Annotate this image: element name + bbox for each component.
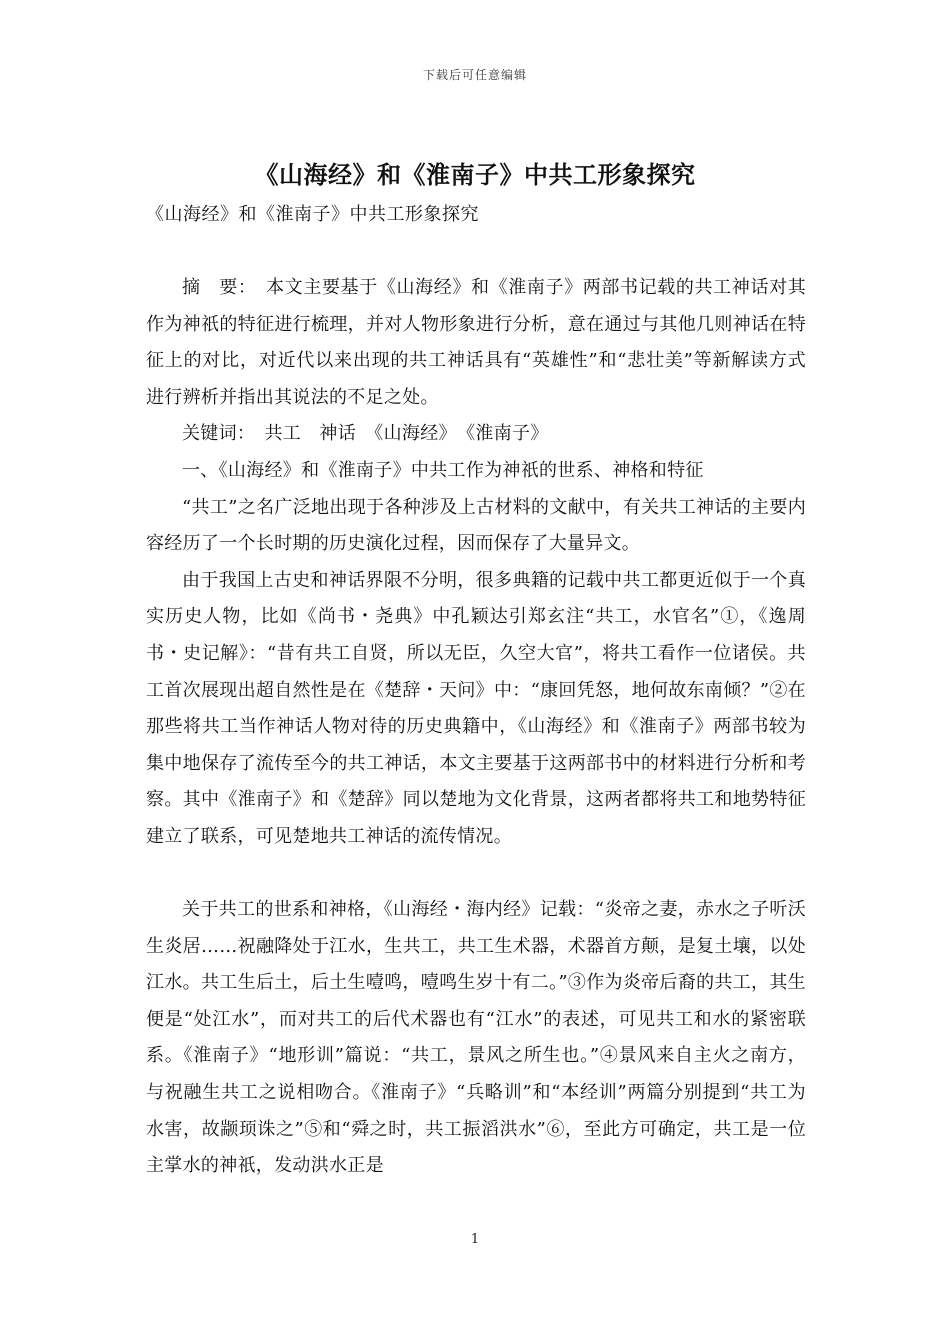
body-paragraph: 关于共工的世系和神格，《山海经・海内经》记载：“炎帝之妻，赤水之子听沃生炎居……祝融降处于江水，生共工，共工生术器，术器首方颠，是复土壤，以处江水。共工生后土，后土生噎鸣，噎鸣生岁十有二。”③作为炎帝后裔的共工，其生便是“处江水”，而对共工的后代术器也有“江水”的表述，可见共工和水的紧密联系。《淮南子》“地形训”篇说：“共工，景风之所生也。”④景风来自主火之南方，与祝融生共工之说相吻合。《淮南子》“兵略训”和“本经训”两篇分别提到“共工为水害，故颛顼诛之”⑤和“舜之时，共工振滔洪水”⑥，至此方可确定，共工是一位主掌水的神祇，发动洪水正是: [146, 899, 806, 1177]
document-subtitle: 《山海经》和《淮南子》中共工形象探究: [146, 204, 479, 225]
keywords-paragraph: 关键词： 共工 神话 《山海经》 《淮南子》: [182, 423, 549, 445]
page-number: 1: [470, 1232, 480, 1247]
body-paragraph: 由于我国上古史和神话界限不分明，很多典籍的记载中共工都更近似于一个真实历史人物，比如《尚书・尧典》中孔颖达引郑玄注“共工，水官名”①，《逸周书・史记解》：“昔有共工自贤，所以无臣，久空大官”，将共工看作一位诸侯。共工首次展现出超自然性是在《楚辞・天问》中：“康回凭怒，地何故东南倾？”②在那些将共工当作神话人物对待的历史典籍中，《山海经》和《淮南子》两部书较为集中地保存了流传至今的共工神话，本文主要基于这两部书中的材料进行分析和考察。其中《淮南子》和《楚辞》同以楚地为文化背景，这两者都将共工和地势特征建立了联系，可见楚地共工神话的流传情况。: [146, 569, 806, 847]
paragraph-gap: [146, 856, 806, 893]
document-body: [146, 270, 806, 1185]
document-title: 《山海经》和《淮南子》中共工形象探究: [254, 161, 696, 189]
section-heading: 一、《山海经》和《淮南子》中共工作为神祇的世系、神格和特征: [182, 459, 704, 481]
abstract-paragraph: 摘 要： 本文主要基于《山海经》和《淮南子》两部书记载的共工神话对其作为神祇的特征进行梳理，并对人物形象进行分析，意在通过与其他几则神话在特征上的对比，对近代以来出现的共工神话具有“英雄性”和“悲壮美”等新解读方式进行辨析并指出其说法的不足之处。: [146, 277, 806, 408]
body-paragraph: “共工”之名广泛地出现于各种涉及上古材料的文献中，有关共工神话的主要内容经历了一个长时期的历史演化过程，因而保存了大量异文。: [146, 496, 806, 555]
header-note: 下载后可任意编辑: [422, 68, 527, 82]
